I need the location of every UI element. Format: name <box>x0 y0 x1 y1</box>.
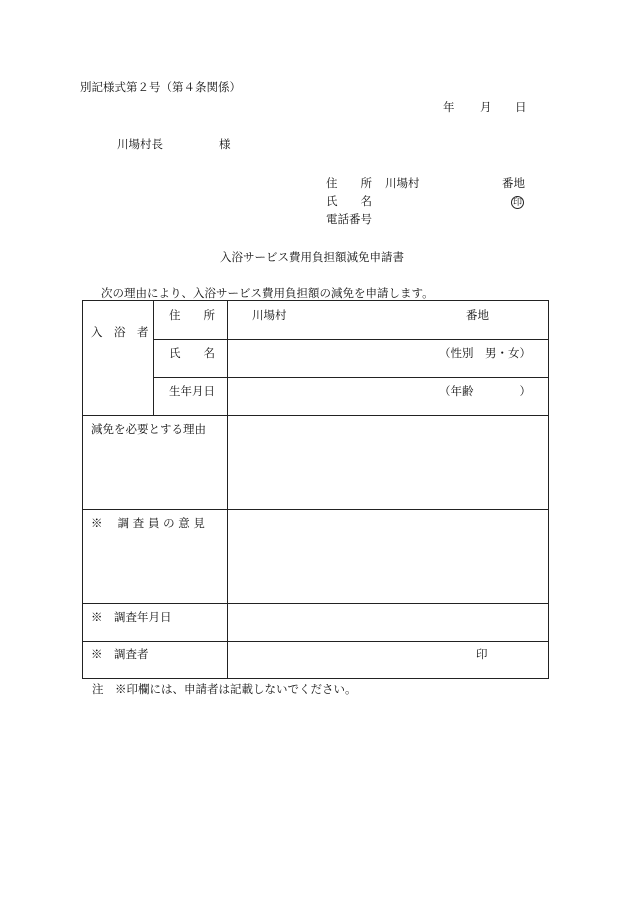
divider-row-4 <box>83 509 549 510</box>
addressee-title: 川場村長 <box>117 137 163 151</box>
divider-row-1 <box>153 339 549 340</box>
bather-name-label: 氏 名 <box>169 346 215 360</box>
bather-age: （年齢 ） <box>439 384 531 398</box>
date-month-label: 月 <box>480 100 492 114</box>
bather-gender: （性別 男・女） <box>439 346 531 360</box>
document-title: 入浴サービス費用負担額減免申請書 <box>220 250 404 264</box>
divider-row-2 <box>153 377 549 378</box>
divider-value-col <box>227 301 228 679</box>
bather-address-village: 川場村 <box>252 308 287 322</box>
intro-text: 次の理由により、入浴サービス費用負担額の減免を申請します。 <box>101 286 434 300</box>
bather-birthdate-label: 生年月日 <box>169 384 215 398</box>
addressee-honorific: 様 <box>219 137 231 151</box>
divider-row-5 <box>83 603 549 604</box>
bather-address-label: 住 所 <box>169 308 215 322</box>
application-table <box>82 300 549 679</box>
applicant-address-label: 住 所 <box>326 176 372 190</box>
investigation-date-label: ※ 調査年月日 <box>91 610 172 624</box>
investigator-opinion-label: ※ 調 査 員 の 意 見 <box>91 516 205 530</box>
seal-icon <box>511 194 524 209</box>
applicant-address-village: 川場村 <box>385 176 420 190</box>
reason-label: 減免を必要とする理由 <box>91 422 206 436</box>
footnote: 注 ※印欄には、申請者は記載しないでください。 <box>92 682 357 696</box>
applicant-phone-label: 電話番号 <box>326 212 372 226</box>
divider-row-3 <box>83 415 549 416</box>
applicant-name-label: 氏 名 <box>326 194 372 208</box>
divider-bather-col <box>153 301 154 415</box>
investigator-seal: 印 <box>476 647 488 661</box>
date-day-label: 日 <box>515 100 527 114</box>
divider-row-6 <box>83 641 549 642</box>
applicant-seal: 印 <box>512 198 522 208</box>
applicant-address-suffix: 番地 <box>502 176 525 190</box>
date-year-label: 年 <box>443 100 455 114</box>
bather-label: 入 浴 者 <box>91 325 149 339</box>
form-number: 別記様式第２号（第４条関係） <box>80 80 241 94</box>
investigator-label: ※ 調査者 <box>91 647 149 661</box>
bather-address-suffix: 番地 <box>466 308 489 322</box>
